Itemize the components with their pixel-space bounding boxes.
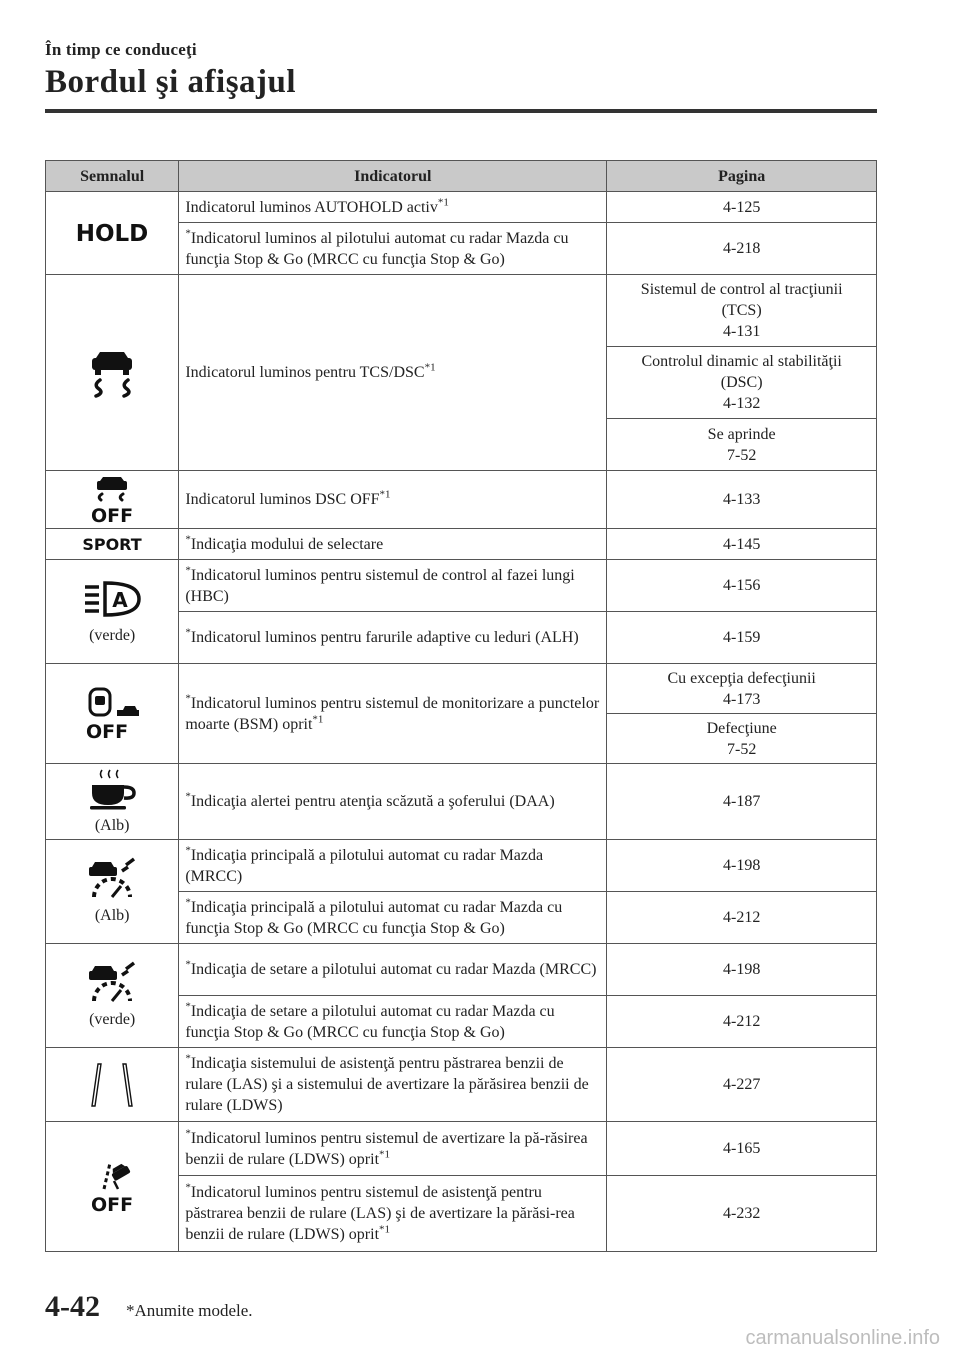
page-cell: 4-232 [607, 1176, 877, 1252]
page-cell: 4-212 [607, 892, 877, 944]
page-cell: 4-125 [607, 192, 877, 223]
footnote-mark: *1 [437, 196, 449, 209]
page-number: 4-42 [45, 1290, 100, 1323]
indicator-cell [179, 840, 607, 892]
sport-icon-text: SPORT [82, 535, 142, 554]
tcs-car-icon [82, 348, 142, 398]
signal-cell [46, 275, 179, 471]
table-row [46, 471, 877, 529]
page-cell: 4-198 [607, 840, 877, 892]
color-note: (Alb) [94, 907, 130, 924]
header-rule [45, 109, 877, 113]
headlight-auto-letter: A [112, 588, 128, 612]
dsc-off-icon [80, 475, 144, 525]
section-label: În timp ce conduceţi [45, 40, 197, 59]
indicator-text: Indicaţia modului de selectare [190, 535, 384, 553]
indicator-text: Indicatorul luminos pentru sistemul de control al fazei lungi (HBC) [185, 566, 575, 605]
signal-cell [46, 1048, 179, 1122]
signal-cell [46, 764, 179, 840]
page-footer [45, 1290, 253, 1324]
signal-cell [46, 560, 179, 664]
table-row [46, 192, 877, 223]
off-icon-text: OFF [86, 720, 129, 742]
indicator-cell [179, 471, 607, 529]
page-number: 4-132 [723, 395, 761, 412]
page-label: Se aprinde [707, 425, 776, 443]
page-label: Cu excepţia defecţiunii [667, 669, 816, 687]
coffee-cup-icon [84, 767, 140, 811]
table-row [46, 764, 877, 840]
footnote-mark: *1 [379, 1148, 391, 1161]
footnote-mark: *1 [379, 488, 391, 501]
page-cell: 4-165 [607, 1122, 877, 1176]
column-header-indicator: Indicatorul [179, 161, 607, 192]
page-cell: 4-212 [607, 996, 877, 1048]
page-number: 4-131 [723, 323, 761, 340]
radar-cruise-icon [82, 961, 142, 1005]
indicator-text: Indicatorul luminos al pilotului automat cu radar Mazda cu funcţia Stop & Go (MRCC cu funcţia Stop & Go) [185, 229, 569, 268]
signal-cell [46, 664, 179, 764]
footnote: *Anumite modele. [126, 1301, 253, 1320]
page-cell: 4-227 [607, 1048, 877, 1122]
page-cell [607, 347, 877, 419]
indicator-cell [179, 944, 607, 996]
footnote-mark: * [185, 227, 191, 240]
indicator-text: Indicaţia de setare a pilotului automat cu radar Mazda cu funcţia Stop & Go (MRCC cu funcţia Stop & Go) [185, 1002, 555, 1041]
column-header-signal: Semnalul [46, 161, 179, 192]
radar-cruise-icon [82, 857, 142, 901]
footnote-mark: * [185, 1181, 191, 1194]
page-cell [607, 275, 877, 347]
indicator-text: Indicatorul luminos pentru TCS/DSC [185, 364, 425, 381]
indicator-cell [179, 223, 607, 275]
table-row [46, 840, 877, 892]
column-header-page: Pagina [607, 161, 877, 192]
indicator-cell [179, 612, 607, 664]
indicator-cell [179, 275, 607, 471]
page-cell: 4-145 [607, 529, 877, 560]
footnote-mark: * [185, 533, 191, 546]
indicator-cell [179, 560, 607, 612]
signal-cell [46, 192, 179, 275]
page-cell: 4-159 [607, 612, 877, 664]
signal-cell [46, 840, 179, 944]
signal-cell [46, 1122, 179, 1252]
footnote-mark: * [185, 626, 191, 639]
page-cell: 4-133 [607, 471, 877, 529]
footnote-mark: * [185, 1000, 191, 1013]
footnote-mark: * [185, 790, 191, 803]
page-label: Sistemul de control al tracţiunii [640, 281, 843, 298]
indicator-text: Indicaţia principală a pilotului automat cu radar Mazda cu funcţia Stop & Go (MRCC cu funcţia Stop & Go) [185, 898, 563, 937]
indicator-text: Indicaţia sistemului de asistenţă pentru păstrarea benzii de rulare (LAS) şi a sistemului de avertizare la părăsirea benzii de rulare (LDWS) [185, 1055, 589, 1114]
table-row [46, 275, 877, 347]
footnote-mark: * [185, 958, 191, 971]
footnote-mark: * [185, 1052, 191, 1065]
table-row [46, 1048, 877, 1122]
indicator-cell [179, 892, 607, 944]
footnote-mark: * [185, 564, 191, 577]
indicator-cell [179, 192, 607, 223]
page-number: 7-52 [727, 740, 757, 758]
footnote-mark: * [185, 844, 191, 857]
lane-lines-icon [74, 1060, 150, 1110]
off-icon-text: OFF [91, 504, 134, 525]
watermark: carmanualsonline.info [745, 1327, 940, 1349]
headlight-auto-icon [79, 577, 145, 621]
hold-icon-text: HOLD [75, 221, 149, 247]
footnote-mark: * [185, 692, 191, 705]
page-number: 7-52 [727, 446, 757, 464]
indicator-cell [179, 1048, 607, 1122]
table-row [46, 1122, 877, 1176]
indicator-text: Indicatorul luminos DSC OFF [185, 491, 380, 508]
page-label: (DSC) [720, 374, 763, 391]
indicator-cell [179, 529, 607, 560]
indicator-text: Indicaţia principală a pilotului automat cu radar Mazda (MRCC) [185, 846, 544, 885]
footnote-mark: * [185, 896, 191, 909]
footnote-mark: * [185, 1127, 191, 1140]
page-cell [607, 419, 877, 471]
color-note: (Alb) [94, 817, 130, 834]
footnote-mark: *1 [424, 361, 436, 374]
indicator-text: Indicatorul luminos pentru sistemul de avertizare la pă-răsirea benzii de rulare (LDWS) oprit [185, 1129, 588, 1168]
page-label: Defecţiune [706, 719, 777, 737]
indicator-text: Indicaţia alertei pentru atenţia scăzută a şoferului (DAA) [190, 793, 555, 810]
footnote-mark: *1 [379, 1223, 391, 1236]
page-label: (TCS) [721, 302, 762, 319]
table-header-row [46, 161, 877, 192]
color-note: (verde) [89, 627, 136, 644]
page-cell: 4-156 [607, 560, 877, 612]
table-row [46, 664, 877, 714]
table-row [46, 944, 877, 996]
off-icon-text: OFF [91, 1193, 134, 1215]
color-note: (verde) [89, 1011, 136, 1028]
page-cell [607, 714, 877, 764]
table-row [46, 529, 877, 560]
signal-cell [46, 471, 179, 529]
indicator-cell [179, 764, 607, 840]
indicator-cell [179, 664, 607, 764]
indicator-cell [179, 1122, 607, 1176]
table-row [46, 560, 877, 612]
page-number: 4-173 [723, 690, 761, 708]
indicator-cell [179, 996, 607, 1048]
sport-icon [72, 533, 152, 555]
page-cell: 4-198 [607, 944, 877, 996]
hold-icon [74, 218, 150, 248]
page-header [45, 40, 877, 113]
indicator-cell [179, 1176, 607, 1252]
indicator-text: Indicatorul luminos AUTOHOLD activ [185, 198, 438, 216]
footnote-mark: *1 [312, 713, 324, 726]
page-label: Controlul dinamic al stabilităţii [641, 353, 842, 370]
bsm-off-icon [77, 686, 147, 742]
signals-table [45, 160, 877, 1252]
page-cell [607, 664, 877, 714]
page-title: Bordul şi afişajul [45, 64, 297, 100]
signal-cell [46, 529, 179, 560]
lane-off-icon [80, 1159, 144, 1215]
page-cell: 4-187 [607, 764, 877, 840]
page-cell: 4-218 [607, 223, 877, 275]
indicator-text: Indicaţia de setare a pilotului automat cu radar Mazda (MRCC) [190, 961, 597, 978]
indicator-text: Indicatorul luminos pentru sistemul de asistenţă pentru păstrarea benzii de rulare (LAS) şi de avertizare la părăsi-rea benzii de rulare (LDWS) oprit [185, 1184, 575, 1243]
signal-cell [46, 944, 179, 1048]
indicator-text: Indicatorul luminos pentru farurile adaptive cu leduri (ALH) [190, 629, 579, 646]
indicator-text: Indicatorul luminos pentru sistemul de monitorizare a punctelor moarte (BSM) oprit [185, 694, 600, 733]
